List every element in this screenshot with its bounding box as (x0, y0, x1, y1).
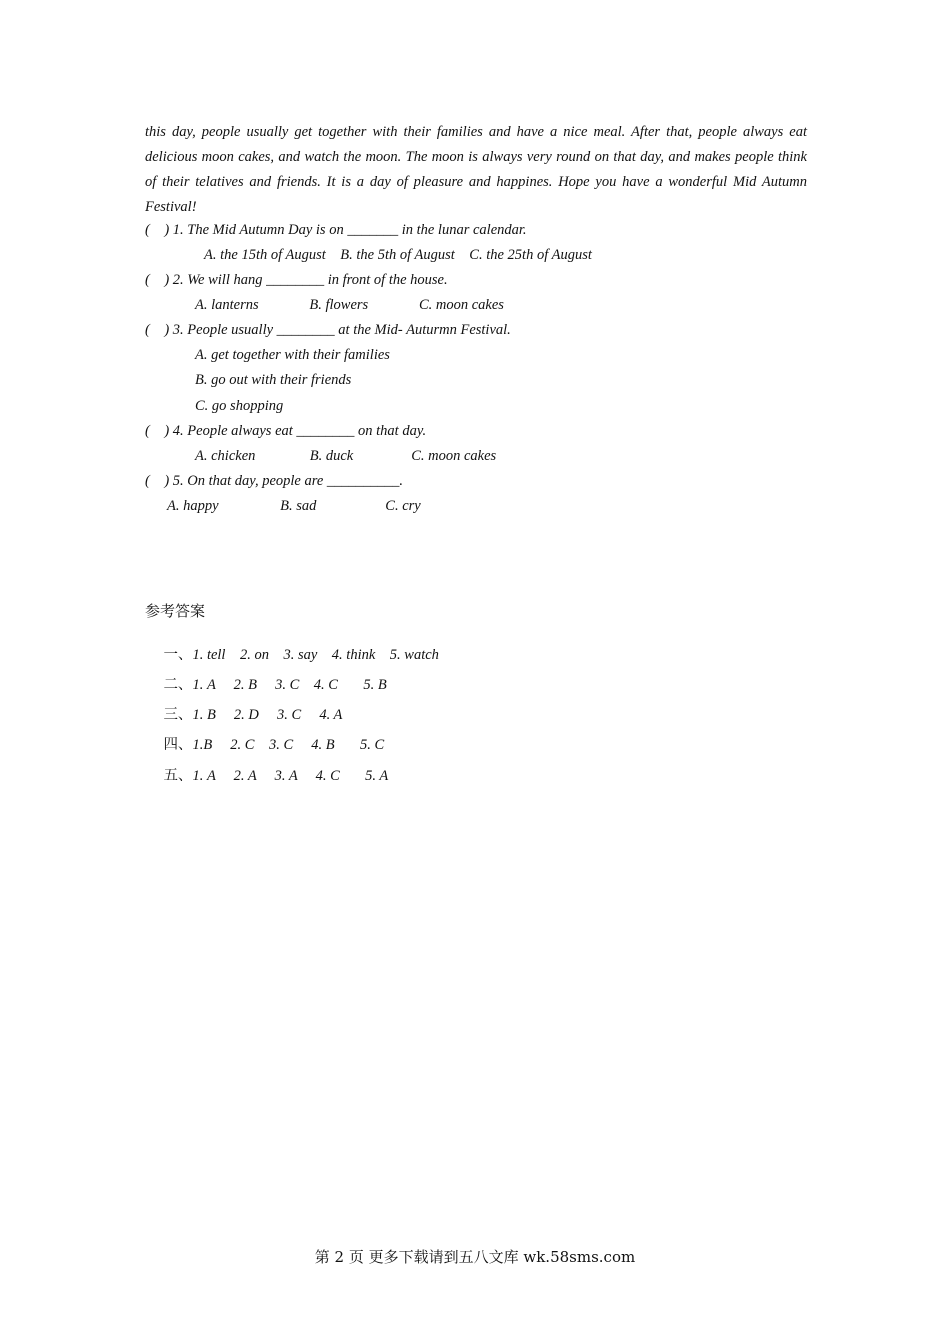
answer-row-text: 1. A 2. B 3. C 4. C 5. B (192, 677, 387, 693)
question-1-stem: ( ) 1. The Mid Autumn Day is on _______ in the lunar calendar. (145, 222, 527, 238)
question-3-option-a: A. get together with their families (195, 347, 390, 363)
answer-row-5 (145, 748, 388, 801)
answer-key-title: 参考答案 (145, 602, 206, 620)
answer-row-label: 三、 (163, 707, 193, 723)
answer-row-text: 1. tell 2. on 3. say 4. think 5. watch (192, 647, 439, 663)
answer-row-label: 二、 (163, 677, 193, 693)
question-5-stem: ( ) 5. On that day, people are __________. (145, 473, 404, 489)
answer-row-text: 1. A 2. A 3. A 4. C 5. A (192, 768, 389, 784)
question-1-options: A. the 15th of August B. the 5th of August C. the 25th of August (204, 247, 592, 263)
question-3-stem: ( ) 3. People usually ________ at the Mid- Auturmn Festival. (145, 322, 511, 338)
question-2-options: A. lanterns B. flowers C. moon cakes (195, 297, 504, 313)
question-3-option-b: B. go out with their friends (195, 372, 352, 388)
question-5-options: A. happy B. sad C. cry (167, 498, 421, 514)
answer-row-label: 一、 (163, 647, 193, 663)
question-3-option-c: C. go shopping (195, 398, 284, 414)
answer-row-label: 五、 (163, 768, 193, 784)
question-4-stem: ( ) 4. People always eat ________ on that day. (145, 423, 427, 439)
question-4-options: A. chicken B. duck C. moon cakes (195, 448, 497, 464)
answer-row-text: 1. B 2. D 3. C 4. A (192, 707, 343, 723)
reading-passage: this day, people usually get together with their families and have a nice meal. After that, people always eat delicious moon cakes, and watch the moon. The moon is always very round on that day, and makes people think of their telatives and friends. It is a day of pleasure and happines. Hope you have a wonderful Mid Autumn Festival! (145, 124, 807, 215)
page-footer: 第 2 页 更多下载请到五八文库 wk.58sms.com (314, 1248, 636, 1266)
answer-row-label: 四、 (163, 737, 193, 753)
question-2-stem: ( ) 2. We will hang ________ in front of the house. (145, 272, 448, 288)
answer-row-text: 1.B 2. C 3. C 4. B 5. C (192, 737, 385, 753)
